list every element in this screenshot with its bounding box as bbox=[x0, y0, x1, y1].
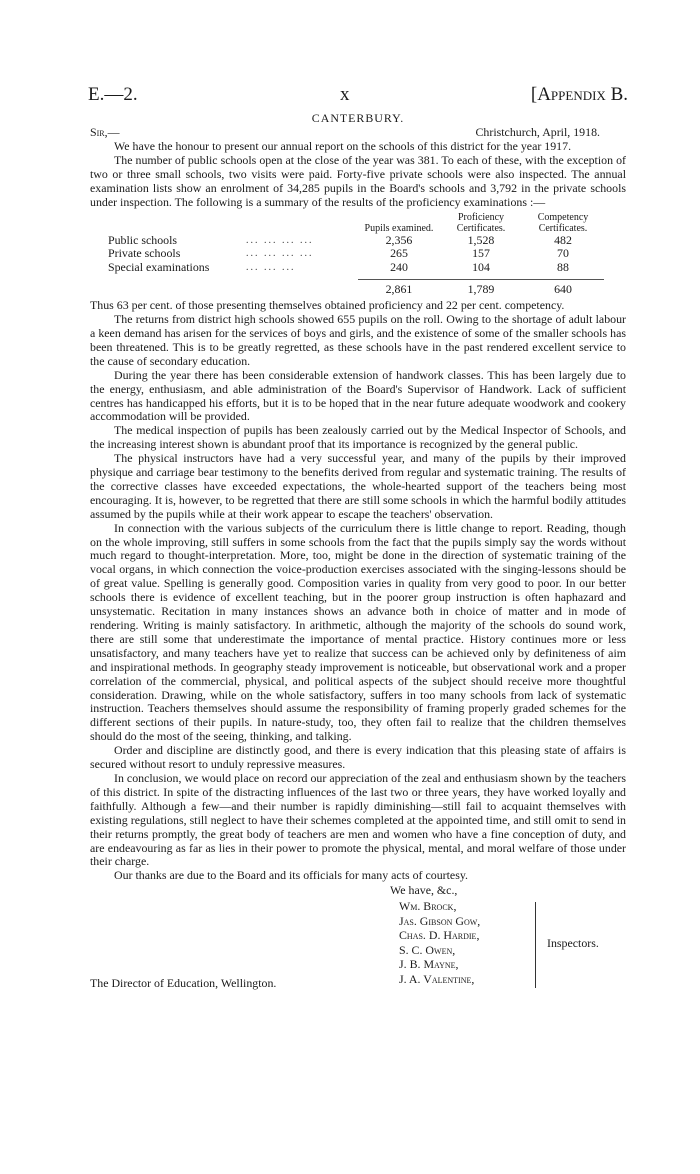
column-header: Pupils examined. bbox=[364, 222, 434, 234]
paragraph: In connection with the various subjects of the curriculum there is little change to report. Reading, though on the whole improving, still suffers in some schools from the fact that the pupils simply say the words without much regard to thought-interpretation. More, too, might be done in the direction of systematic training of the vocal organs, in which connection the voice-production exercises associated with the singing-lessons should be of great value. Spelling is generally good. Composition varies in quality from very good to poor. In our better schools there is evidence of excellent teaching, but in the poorer group instruction is often haphazard and unsystematic. Recitation in many instances shows an advance both in choice of matter and in mode of rendering. Writing is mainly satisfactory. In arithmetic, although the majority of the schools do sound work, there are still some that underestimate the importance of mental practice. History continues more or less unsatisfactory, and many teachers have yet to realize that success can be achieved only by definiteness of aim and inspirational methods. In geography steady improvement is noticeable, but observational work and a proper correlation of the commercial, physical, and political aspects of the subject should receive more thoughtful consideration. Drawing, while on the whole satisfactory, suffers in too many schools from lack of systematic instruction. Teachers themselves should assume the responsibility of framing properly graded schemes for the different sections of their pupils. In nature-study, too, they often fail to realize that the children themselves should do the most of the seeing, thinking, and talking. bbox=[90, 520, 626, 744]
signatory-name: Jas. Gibson Gow, bbox=[399, 913, 481, 928]
total-cell: 2,861 bbox=[358, 280, 440, 297]
proficiency-table bbox=[108, 212, 604, 298]
table-cell: 70 bbox=[557, 246, 569, 261]
paragraph: Our thanks are due to the Board and its officials for many acts of courtesy. bbox=[114, 868, 468, 883]
letter-body bbox=[90, 112, 626, 998]
header-page-number: x bbox=[340, 84, 350, 105]
leader-dots: ... ... ... bbox=[246, 262, 296, 274]
row-label: Public schools bbox=[108, 232, 178, 247]
closing: We have, &c., bbox=[390, 883, 458, 898]
table-cell: 240 bbox=[390, 260, 408, 275]
paragraph: The medical inspection of pupils has been zealously carried out by the Medical Inspector of Schools, and the increasing interest shown is abundant proof that its importance is recognized by the general public. bbox=[90, 423, 626, 452]
column-header: Competency Certificates. bbox=[537, 211, 589, 234]
salutation-row bbox=[90, 126, 626, 140]
brace bbox=[535, 902, 544, 988]
row-label: Special examinations bbox=[108, 260, 210, 275]
paragraph: The returns from district high schools showed 655 pupils on the roll. Owing to the shortage of adult labour a keen demand has arisen for the services of boys and girls, and the existence of some of the smaller schools has been threatened. This is to be greatly regretted, as these schools have in the past rendered excellent service to the cause of secondary education. bbox=[90, 312, 626, 368]
table-row bbox=[108, 261, 604, 275]
signatory-name: J. B. Mayne, bbox=[399, 957, 459, 972]
recipient: The Director of Education, Wellington. bbox=[90, 976, 277, 991]
paragraph: The number of public schools open at the close of the year was 381. To each of these, with the exception of two or three small schools, two visits were paid. Forty-five private schools were also inspected. The annual examination lists show an enrolment of 34,285 pupils in the Board's schools and 3,792 in the private schools under inspection. The following is a summary of the results of the proficiency examinations :— bbox=[90, 152, 626, 209]
total-cell: 1,789 bbox=[440, 280, 522, 297]
paragraph: We have the honour to present our annual report on the schools of this district for the year 1917. bbox=[114, 139, 572, 153]
signatory-name: S. C. Owen, bbox=[399, 942, 456, 957]
row-label: Private schools bbox=[108, 246, 181, 261]
table-cell: 265 bbox=[390, 246, 408, 261]
signatory-list bbox=[399, 900, 480, 987]
table-row bbox=[108, 247, 604, 261]
paragraph: In conclusion, we would place on record our appreciation of the zeal and enthusiasm shown by the teachers of this district. In spite of the distracting influences of the last two or three years, they have worked loyally and faithfully. Although a few—and their number is rapidly diminishing—still fail to acquaint themselves with existing regulations, still neglect to have their schemes completed at the appointed time, and still omit to send in their returns promptly, the great body of teachers are men and women who have a fine conception of duty, and are endeavouring as far as lies in their power to promote the physical, mental, and moral welfare of those under their charge. bbox=[90, 770, 626, 869]
page-header bbox=[88, 84, 628, 108]
signatory-name: Chas. D. Hardie, bbox=[399, 928, 480, 943]
paragraph: The physical instructors have had a very successful year, and many of the pupils by their improved physique and carriage bear testimony to the benefits derived from regular and systematic training. The results of the corrective classes have exceeded expectations, the whole-hearted support of the teachers being most encouraging. It is, however, to be regretted that there are still some schools in which the harmful bodily attitudes assumed by the pupils while at their work appear to escape the teachers' observation. bbox=[90, 451, 626, 521]
table-cell: 104 bbox=[472, 260, 490, 275]
leader-dots: ... ... ... ... bbox=[246, 234, 314, 246]
table-row bbox=[108, 234, 604, 248]
header-appendix: [Appendix B. bbox=[530, 84, 628, 105]
paragraph: Thus 63 per cent. of those presenting themselves obtained proficiency and 22 per cent. competency. bbox=[90, 298, 565, 313]
total-cell: 640 bbox=[522, 280, 604, 297]
paragraph: During the year there has been considerable extension of handwork classes. This has been largely due to the energy, enthusiasm, and able administration of the Board's Supervisor of Handwork. Lack of sufficient centres has handicapped his efforts, but it is to be hoped that in the near future adequate woodwork and cookery accommodation will be provided. bbox=[90, 367, 626, 424]
salutation: Sir,— bbox=[90, 125, 120, 139]
place-date: Christchurch, April, 1918. bbox=[475, 125, 600, 139]
table-cell: 1,528 bbox=[467, 232, 495, 247]
table-header-row bbox=[108, 212, 604, 234]
district-title: CANTERBURY. bbox=[311, 111, 405, 125]
table-total-row bbox=[108, 280, 604, 297]
table-cell: 482 bbox=[554, 232, 572, 247]
leader-dots: ... ... ... ... bbox=[246, 248, 314, 260]
signatory-name: Wm. Brock, bbox=[399, 899, 457, 914]
signoff-block bbox=[90, 884, 626, 998]
table-cell: 88 bbox=[557, 260, 569, 275]
table-cell: 157 bbox=[472, 246, 490, 261]
signatory-name: J. A. Valentine, bbox=[399, 971, 475, 986]
column-header: Proficiency Certificates. bbox=[456, 211, 506, 234]
paragraph: Order and discipline are distinctly good, and there is every indication that this pleasing state of affairs is secured without resort to unduly repressive measures. bbox=[90, 743, 626, 772]
signatory-role: Inspectors. bbox=[547, 936, 599, 951]
table-cell: 2,356 bbox=[385, 232, 413, 247]
header-report-number: E.—2. bbox=[88, 84, 138, 105]
